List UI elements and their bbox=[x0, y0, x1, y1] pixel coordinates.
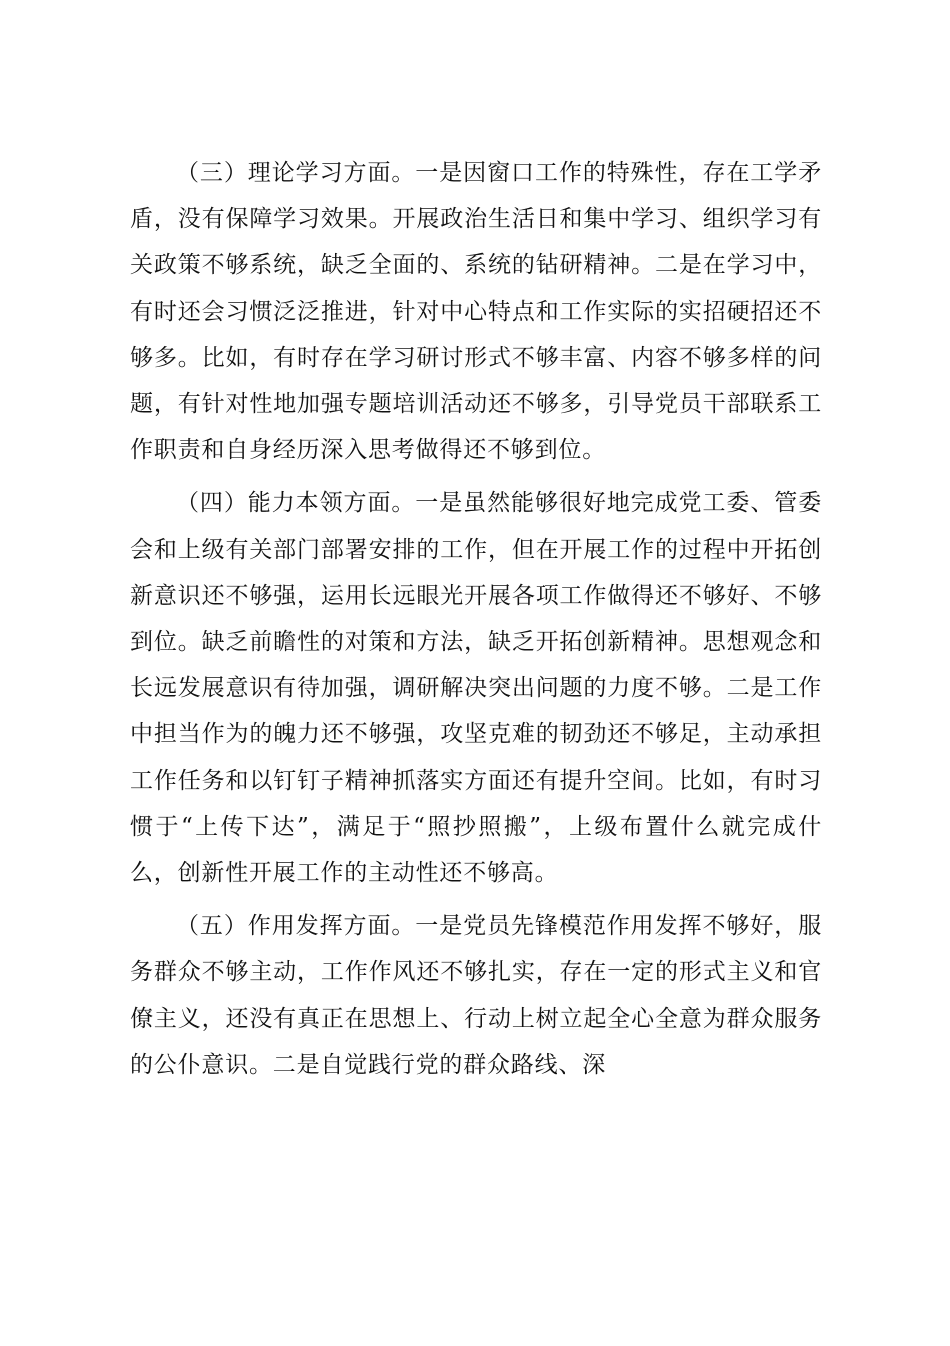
paragraph-ability-skills: （四）能力本领方面。一是虽然能够很好地完成党工委、管委会和上级有关部门部署安排的工作，但在开展工作的过程中开拓创新意识还不够强，运用长远眼光开展各项工作做得还不够好、不够到位。缺乏前瞻性的对策和方法，缺乏开拓创新精神。思想观念和长远发展意识有待加强，调研解决突出问题的力度不够。二是工作中担当作为的魄力还不够强，攻坚克难的韧劲还不够足，主动承担工作任务和以钉钉子精神抓落实方面还有提升空间。比如，有时习惯于“上传下达”，满足于“照抄照搬”，上级布置什么就完成什么，创新性开展工作的主动性还不够高。 bbox=[130, 490, 822, 887]
paragraph-theory-study: （三）理论学习方面。一是因窗口工作的特殊性，存在工学矛盾，没有保障学习效果。开展政治生活日和集中学习、组织学习有关政策不够系统，缺乏全面的、系统的钻研精神。二是在学习中，有时还会习惯泛泛推进，针对中心特点和工作实际的实招硬招还不够多。比如，有时存在学习研讨形式不够丰富、内容不够多样的问题，有针对性地加强专题培训活动还不够多，引导党员干部联系工作职责和自身经历深入思考做得还不够到位。 bbox=[130, 160, 822, 464]
document-body bbox=[130, 150, 822, 1095]
paragraph-role-function: （五）作用发挥方面。一是党员先锋模范作用发挥不够好，服务群众不够主动，工作作风还不够扎实，存在一定的形式主义和官僚主义，还没有真正在思想上、行动上树立起全心全意为群众服务的公仆意识。二是自觉践行党的群众路线、深 bbox=[130, 913, 822, 1078]
